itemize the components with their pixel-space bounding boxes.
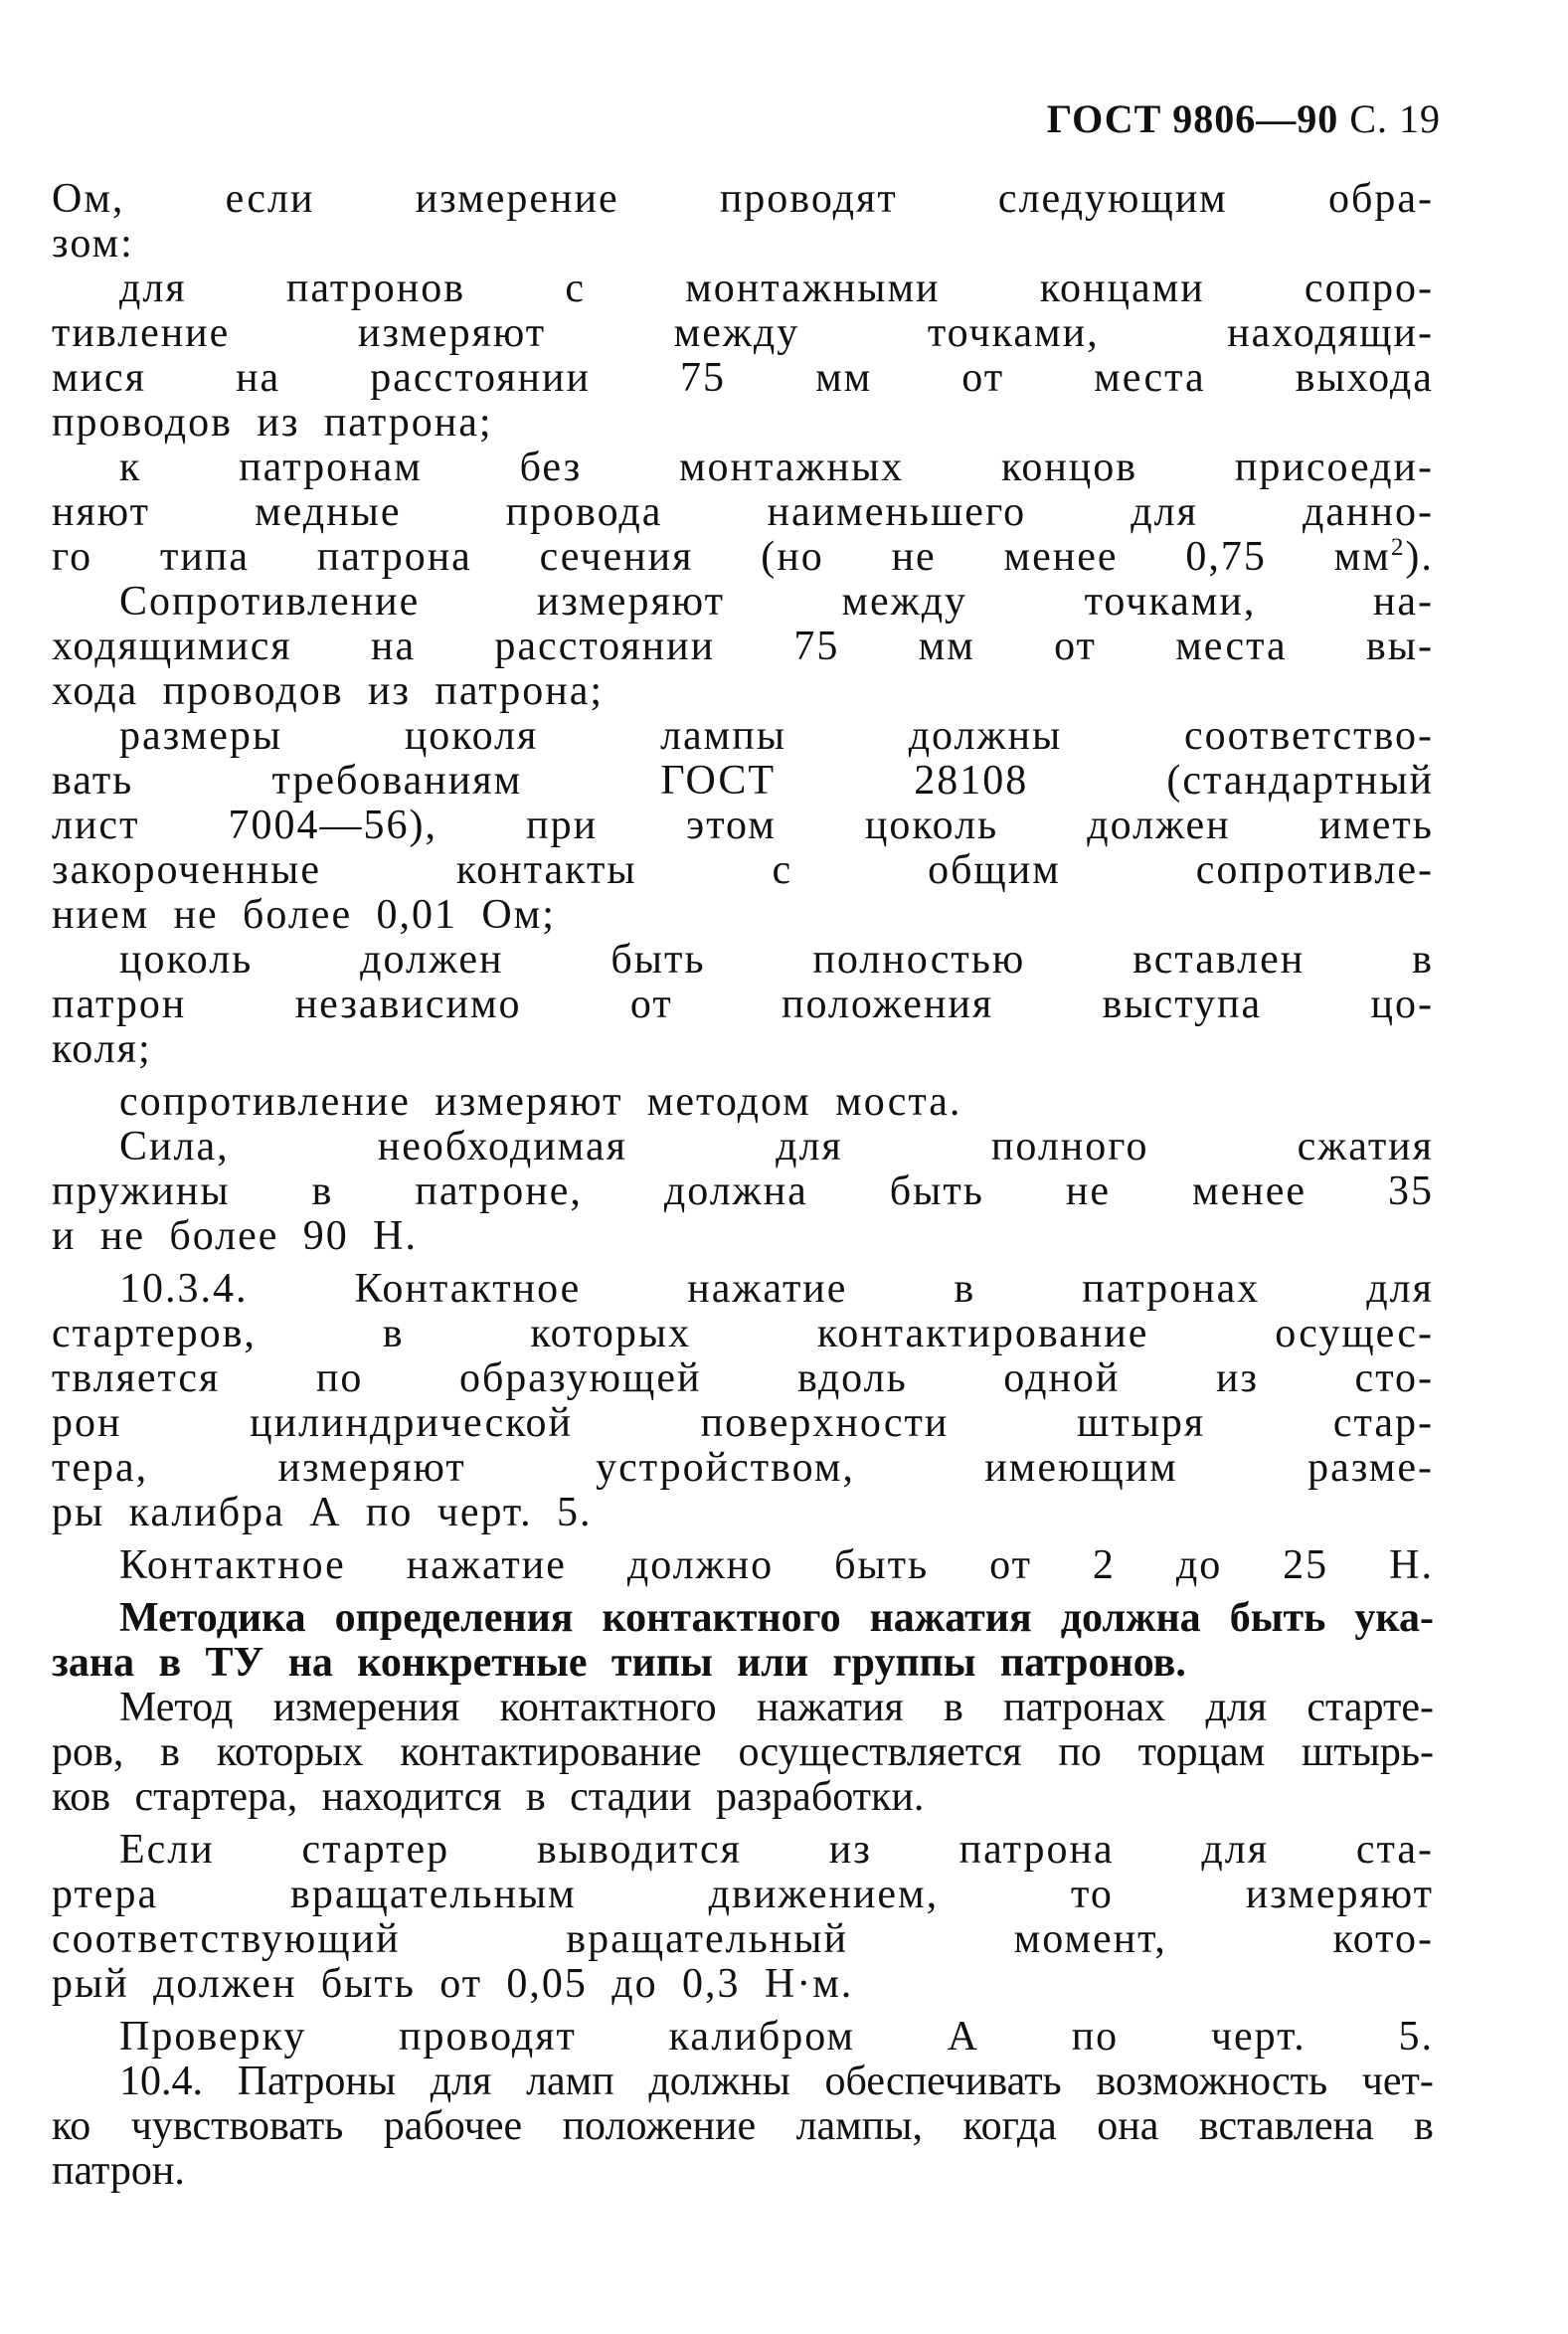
text-line: няют медные провода наименьшего для данно- (52, 489, 1434, 535)
text-line: Контактное нажатие должно быть от 2 до 25 Н. (119, 1542, 1434, 1588)
text-line: ков стартера, находится в стадии разработки. (52, 1774, 925, 1820)
text-line: зом: (52, 221, 134, 267)
text-line: закороченные контакты с общим сопротивле- (52, 847, 1434, 893)
page-number: С. 19 (1349, 96, 1441, 141)
text-line: Метод измерения контактного нажатия в патронах для старте- (119, 1685, 1434, 1730)
text-line: хода проводов из патрона; (52, 668, 605, 714)
paragraph (52, 1596, 1434, 1686)
text-line: и не более 90 Н. (52, 1213, 418, 1259)
text-line: Если стартер выводится из патрона для ста- (119, 1827, 1434, 1873)
text-line: Методика определения контактного нажатия должна быть ука- (119, 1595, 1434, 1641)
paragraph (52, 1080, 1434, 1125)
paragraph (52, 177, 1434, 267)
paragraph (52, 580, 1434, 714)
text-line: ров, в которых контактирование осуществляется по торцам штырь- (52, 1729, 1434, 1775)
page-header (1047, 95, 1441, 142)
text-line: к патронам без монтажных концов присоеди- (119, 445, 1434, 490)
text-line: соответствующий вращательный момент, кото- (52, 1916, 1434, 1962)
text-line: 10.4. Патроны для ламп должны обеспечивать возможность чет- (119, 2059, 1434, 2104)
text-line: зана в ТУ на конкретные типы или группы патронов. (52, 1640, 1186, 1686)
text-line: пружины в патроне, должна быть не менее 35 (52, 1168, 1434, 1214)
text-line: сопротивление измеряют методом моста. (119, 1079, 962, 1125)
paragraph (52, 1828, 1434, 2007)
text-line: тера, измеряют устройством, имеющим разме- (52, 1445, 1434, 1491)
text-line: Сила, необходимая для полного сжатия (119, 1124, 1434, 1169)
text-line: ходящимися на расстоянии 75 мм от места вы- (52, 624, 1434, 669)
text-line: рый должен быть от 0,05 до 0,3 Н·м. (52, 1961, 854, 2007)
text-line: для патронов с монтажными концами сопро- (119, 266, 1434, 311)
text-line: ко чувствовать рабочее положение лампы, когда она вставлена в (52, 2103, 1434, 2149)
text-line: рон цилиндрической поверхности штыря стар- (52, 1400, 1434, 1446)
text-line: нием не более 0,01 Ом; (52, 892, 556, 938)
text-line: проводов из патрона; (52, 400, 493, 446)
paragraph (52, 938, 1434, 1072)
paragraph (52, 2015, 1434, 2060)
text-line: тивление измеряют между точками, находящи- (52, 310, 1434, 356)
text-line: стартеров, в которых контактирование осущес- (52, 1311, 1434, 1356)
text-line: твляется по образующей вдоль одной из сто- (52, 1355, 1434, 1401)
text-line: 10.3.4. Контактное нажатие в патронах для (119, 1266, 1434, 1312)
paragraph (52, 1125, 1434, 1259)
paragraph (52, 1686, 1434, 1820)
text-line: го типа патрона сечения (но не менее 0,75 $мм^2$). (52, 534, 1434, 580)
text-line: Проверку проводят калибром А по черт. 5. (119, 2014, 1434, 2060)
text-line: ртера вращательным движением, то измеряют (52, 1872, 1434, 1917)
text-line: коля; (52, 1026, 152, 1072)
text-line: ры калибра А по черт. 5. (52, 1490, 593, 1535)
paragraph (52, 714, 1434, 938)
text-line: цоколь должен быть полностью вставлен в (119, 937, 1434, 983)
standard-title: ГОСТ 9806—90 (1046, 96, 1339, 141)
text-line: вать требованиям ГОСТ 28108 (стандартный (52, 758, 1434, 804)
text-line: размеры цоколя лампы должны соответство- (119, 713, 1434, 759)
text-line: патрон. (52, 2148, 185, 2194)
text-line: лист 7004—56), при этом цоколь должен иметь (52, 803, 1434, 848)
paragraph (52, 1267, 1434, 1535)
text-line: патрон независимо от положения выступа цо- (52, 982, 1434, 1027)
text-line: Ом, если измерение проводят следующим обра- (52, 176, 1434, 222)
text-line: мися на расстоянии 75 мм от места выхода (52, 355, 1434, 401)
document-body (52, 177, 1434, 2194)
paragraph (52, 267, 1434, 446)
paragraph (52, 446, 1434, 580)
text-line: Сопротивление измеряют между точками, на- (119, 579, 1434, 625)
paragraph (52, 1543, 1434, 1588)
paragraph (52, 2060, 1434, 2194)
